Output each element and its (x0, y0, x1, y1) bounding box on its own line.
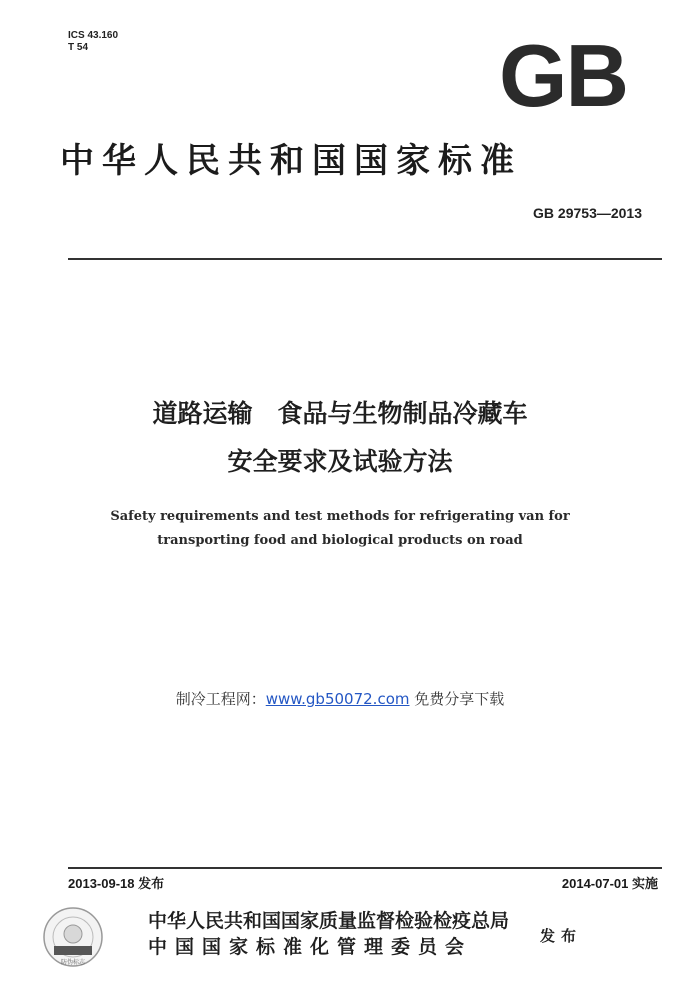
issuer-sac: 中国国家标准化管理委员会 (148, 936, 473, 958)
bottom-divider (68, 867, 662, 869)
document-title (0, 390, 680, 486)
english-title (0, 505, 680, 553)
site-link[interactable]: www.gb50072.com (265, 690, 410, 708)
issuing-authorities (148, 908, 509, 960)
share-suffix: 免费分享下载 (414, 690, 505, 708)
implement-date: 2014-07-01 实施 (561, 876, 658, 891)
gb-logo (472, 38, 654, 116)
issuer-aqsiq: 中华人民共和国国家质量监督检验检疫总局 (148, 910, 510, 932)
share-prefix: 制冷工程网： (175, 690, 266, 708)
seal-text: 防伪标志 (60, 959, 86, 966)
standard-number: GB 29753—2013 (533, 205, 642, 221)
class-code: T 54 (68, 42, 89, 53)
title-line-2: 安全要求及试验方法 (227, 447, 453, 476)
anti-counterfeit-seal-icon (42, 906, 104, 968)
top-divider (68, 258, 662, 260)
publish-date: 2013-09-18 发布 (68, 876, 165, 891)
issue-label: 发布 (540, 927, 583, 945)
standard-title: 中华人民共和国国家标准 (60, 141, 522, 181)
share-notice (0, 688, 680, 709)
gb-logo-text: GB (499, 38, 627, 116)
english-title-line-1: Safety requirements and test methods for refrigerating van for (110, 509, 570, 524)
english-title-line-2: transporting food and biological products on road (157, 533, 523, 548)
ics-code (68, 30, 118, 54)
title-line-1: 道路运输 食品与生物制品冷藏车 (152, 399, 528, 428)
ics-number: ICS 43.160 (68, 30, 119, 41)
